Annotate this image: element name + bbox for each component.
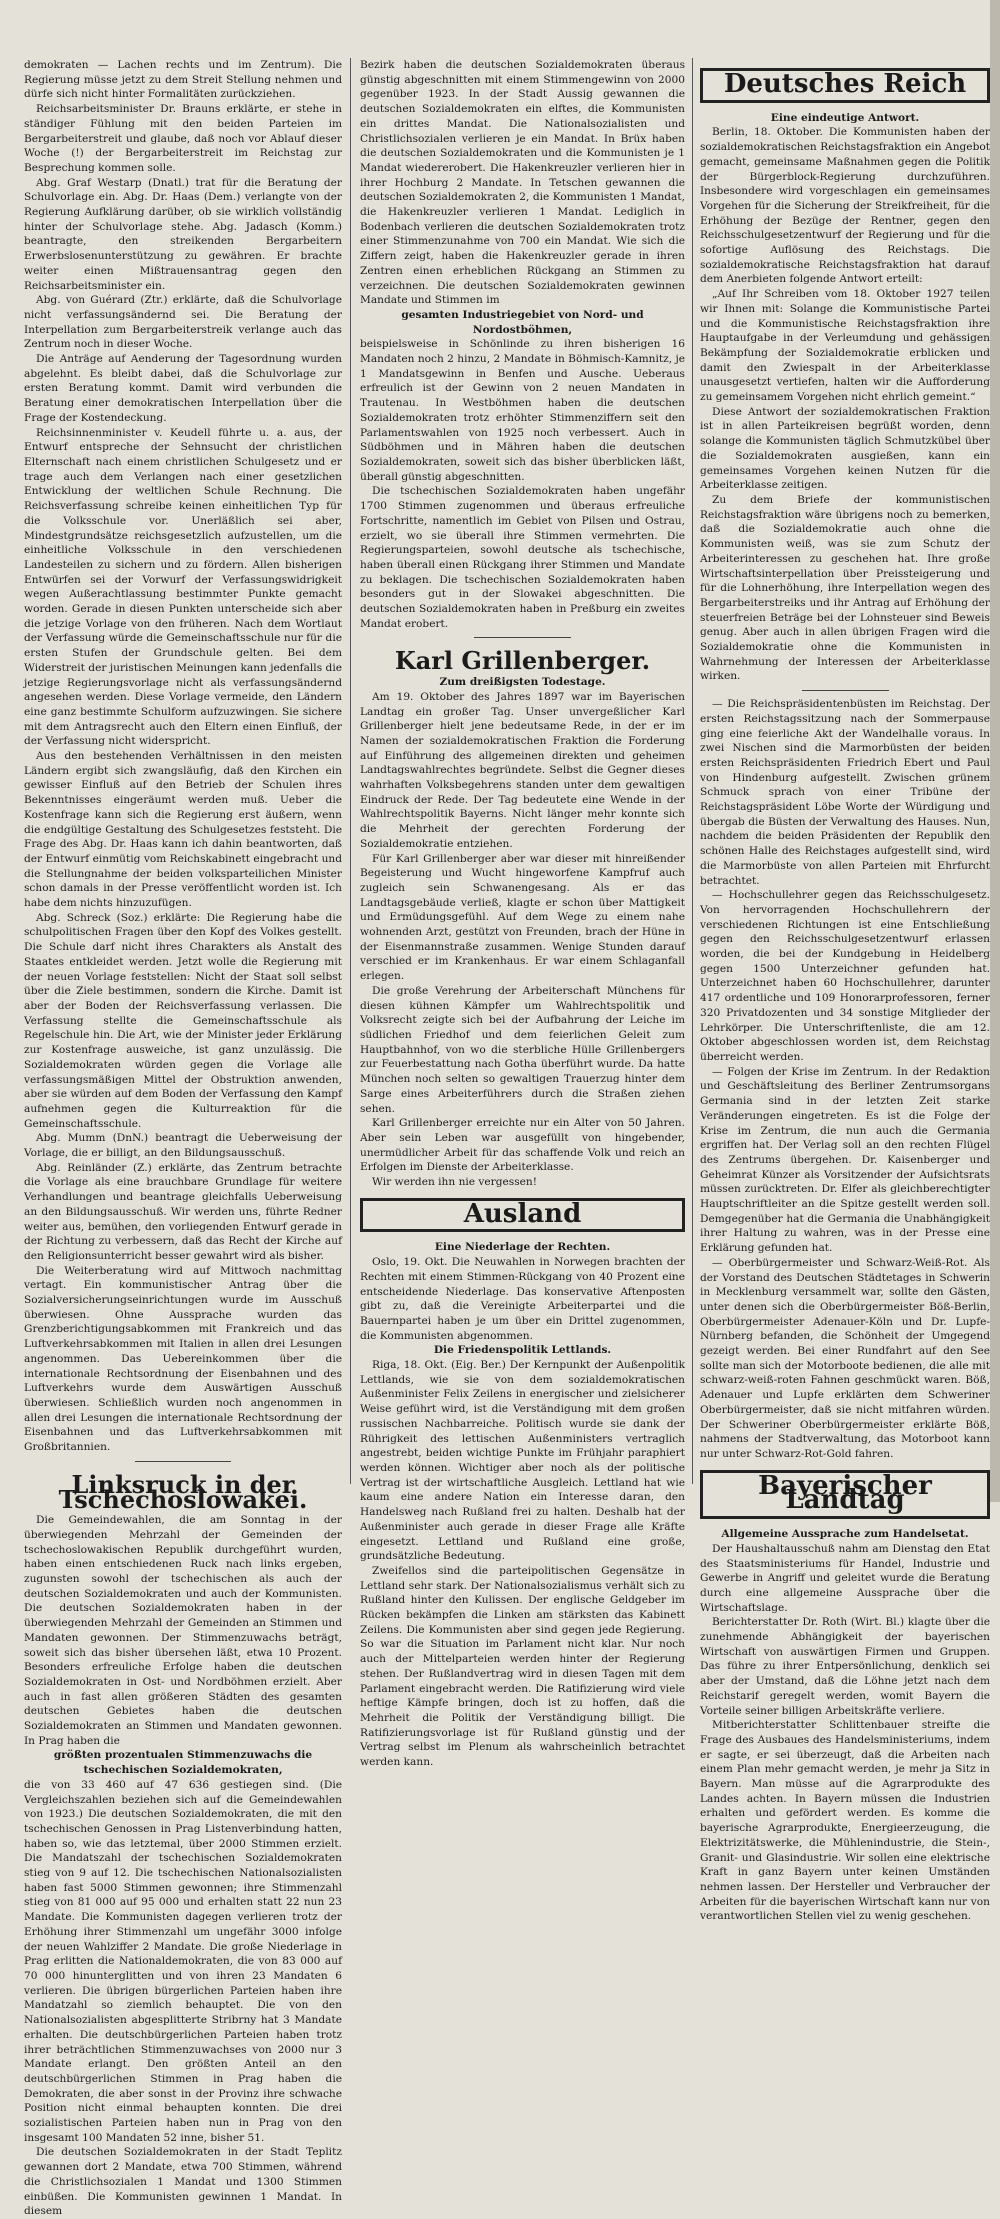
divider — [474, 637, 572, 638]
article-text: „Auf Ihr Schreiben vom 18. Oktober 1927 teilen wir Ihnen mit: Solange die Kommunistische Partei und die Kommunistische Reichstagsfraktion ihre Hauptaufgabe in der Verleumdung und gehässigen Bekämpfung der Sozialdemokratie erblicken und damit den Zwiespalt in der Arbeiterklasse unausgesetzt vertiefen, halten wir die Aufforderung zu gemeinsamem Vorgehen nicht ehrlich gemeint.“ — [700, 288, 990, 404]
column-divider — [692, 58, 693, 1484]
article-text: Berichterstatter Dr. Roth (Wirt. Bl.) klagte über die zunehmende Abhängigkeit der bayerischen Wirtschaft von auswärtigen Firmen und Gruppen. Das führe zu ihrer Entpersönlichung, denklich sei aber der Umstand, daß die Löhne jetzt nach dem Reichstarif geregelt werden, womit Bayern die Vorteile seiner billigen Arbeitskräfte verliere. — [700, 1616, 990, 1717]
article-text: Abg. Reinländer (Z.) erklärte, das Zentrum betrachte die Vorlage als eine brauchbare Grundlage für weitere Verhandlungen und beantrage gleichfalls Ueberweisung an den Bildungsausschuß. Wir werden uns, führte Redner weiter aus, bemühen, den vorliegenden Entwurf gerade in der Richtung zu verbessern, daß das Recht der Kirche auf den Religionsunterricht besser gewahrt wird als bisher. — [24, 1161, 342, 1262]
page-edge — [990, 0, 1000, 1502]
article-text: Berlin, 18. Oktober. Die Kommunisten haben der sozialdemokratischen Reichstagsfraktion ein Angebot gemacht, gemeinsame Maßnahmen gegen die Politik der Bürgerblock-Regierung durchzuführen. Insbesondere wird vorgeschlagen ein gemeinsames Vorgehen für die Sicherung der Streikfreiheit, für die Erhöhung der Bezüge der Rentner, gegen den Reichsschulgesetzentwurf der Regierung und für die sofortige Auflösung des Reichstags. Die sozialdemokratische Reichstagsfraktion hat darauf dem Anerbieten folgende Antwort erteilt: — [700, 126, 990, 286]
article-subhead: Eine eindeutige Antwort. — [770, 111, 920, 124]
article-text: Die Weiterberatung wird auf Mittwoch nachmittag vertagt. Ein kommunistischer Antrag über die Sozialversicherungseinrichtungen wurde im Ausschuß überwiesen. Ohne Aussprache wurden das Grenzberichtigungsabkommen mit Frankreich und das Luftverkehrsabkommen mit Italien in allen drei Lesungen angenommen. Das Uebereinkommen über die internationale Rechtsordnung der Eisenbahnen und des Luftverkehrs wurde dem Auswärtigen Ausschuß überwiesen. Schließlich wurden noch angenommen in allen drei Lesungen die internationale Rechtsordnung der Eisenbahnen und das Luftverkehrsabkommen mit Großbritannien. — [24, 1264, 342, 1454]
section-header-deutsches-reich: Deutsches Reich — [700, 68, 990, 103]
article-text: Die tschechischen Sozialdemokraten haben ungefähr 1700 Stimmen zugenommen und überaus erfreuliche Fortschritte, namentlich im Gebiet von Pilsen und Ostrau, erzielt, wo sie überall ihre Stimmen vermehrten. Die Regierungsparteien, sowohl deutsche als tschechische, haben überall einen Rückgang ihrer Stimmen und Mandate zu beklagen. Die tschechischen Sozialdemokraten haben besonders gut in der Slowakei abgeschnitten. Die deutschen Sozialdemokraten haben in Preßburg ein zweites Mandat erobert. — [360, 485, 685, 630]
article-text: Abg. von Guérard (Ztr.) erklärte, daß die Schulvorlage nicht verfassungsändernd sei. Die Beratung der Interpellation zum Bergarbeiterstreik verlange auch das Zentrum noch in dieser Woche. — [24, 294, 342, 351]
article-subhead: Zum dreißigsten Todestage. — [439, 676, 606, 689]
article-text: Reichsinnenminister v. Keudell führte u. a. aus, der Entwurf entspreche der Sehnsucht der christlichen Elternschaft nach einem christlichen Schulgesetz und er trage auch dem Verlangen nach einer gesetzlichen Entwicklung der weltlichen Schule Rechnung. Die Reichsverfassung schreibe keinen einheitlichen Typ für die Volksschule vor. Unerläßlich sei aber, Mindestgrundsätze reichsgesetzlich aufzustellen, um die einheitliche Volksschule in den verschiedenen Landesteilen zu sichern und zu fördern. Allen bisherigen Entwürfen sei der Vorwurf der Verfassungswidrigkeit wegen Außerachtlassung bestimmter Punkte gemacht worden. Gerade in diesen Punkten unterscheide sich aber die jetzige Vorlage von den früheren. Nach dem Wortlaut der Verfassung würde die Gemeinschaftsschule nur für die ersten Stufen der Grundschule gelten. Bei dem Widerstreit der juristischen Meinungen kann jedenfalls die jetzige Regierungsvorlage nicht als verfassungsändernd angesehen werden. Diese Vorlage vermeide, den Ländern eine ganz bestimmte Schulform aufzuzwingen. Sie sichere mit dem Antragsrecht auch den Eltern einen Einfluß, der der Verfassung nicht widerspricht. — [24, 426, 342, 748]
divider — [135, 1461, 230, 1462]
article-text: — Oberbürgermeister und Schwarz-Weiß-Rot. Als der Vorstand des Deutschen Städtetages in Schwerin in Mecklenburg versammelt war, sollte den Gästen, unter denen sich die Oberbürgermeister Böß-Berlin, Oberbürgermeister Adenauer-Köln und Dr. Lupfe-Nürnberg befanden, die Schönheit der Umgegend gezeigt werden. Bei einer Rundfahrt auf den See sollte man sich der Motorboote bedienen, die alle mit schwarz-weiß-roten Fahnen geschmückt waren. Böß, Adenauer und Lupfe erklärten dem Schweriner Oberbürgermeister, daß sie nicht mitfahren würden. Der Schweriner Oberbürgermeister erklärte Böß, nahmens der Stadtverwaltung, das Motorboot kann nur unter Schwarz-Rot-Gold fahren. — [700, 1256, 990, 1460]
article-text: Karl Grillenberger erreichte nur ein Alter von 50 Jahren. Aber sein Leben war ausgefüllt von hingebender, unermüdlicher Arbeit für das schaffende Volk und reich an Erfolgen im Dienste der Arbeiterklasse. — [360, 1117, 685, 1174]
article-text: Die große Verehrung der Arbeiterschaft Münchens für diesen kühnen Kämpfer um Wahlrechtspolitik und Volksrecht zeigte sich bei der Aufbahrung der Leiche im südlichen Friedhof und dem feierlichen Geleit zum Hauptbahnhof, von wo die sterbliche Hülle Grillenbergers zur Feuerbestattung nach Gotha überführt wurde. Da hatte München noch selten so gewaltigen Trauerzug hinter dem Sarge eines Arbeiterführers durch die Straßen ziehen sehen. — [360, 984, 685, 1115]
article-text: Riga, 18. Okt. (Eig. Ber.) Der Kernpunkt der Außenpolitik Lettlands, wie sie von dem sozialdemokratischen Außenminister Felix Zeilens in energischer und zielsicherer Weise geführt wird, ist die Verständigung mit dem großen russischen Nachbarreiche. Politisch wurde sie dank der Rührigkeit des lettischen Außenministers vertraglich angestrebt, beiden wichtige Punkte im Frühjahr paraphiert werden können. Wichtiger aber noch als der politische Vertrag ist der wirtschaftliche Ausgleich. Lettland hat wie kaum eine andere Nation ein Interesse daran, den Handelsweg nach Rußland frei zu halten. Deshalb hat der Außenminister auch gerade in dieser Frage alle Kräfte eingesetzt. Lettland und Rußland eine große, grundsätzliche Bedeutung. — [360, 1359, 685, 1563]
article-subhead: Die Friedenspolitik Lettlands. — [433, 1344, 612, 1357]
article-text: die von 33 460 auf 47 636 gestiegen sind. (Die Vergleichszahlen beziehen sich auf die Gemeindewahlen von 1923.) Die deutschen Sozialdemokraten, die mit den tschechischen Genossen in Prag Listenverbindung hatten, haben so, wie das letztemal, über 2000 Stimmen erzielt. Die Mandatszahl der tschechischen Sozialdemokraten stieg von 9 auf 12. Die tschechischen Nationalsozialisten haben fast 5000 Stimmen gewonnen; ihre Stimmenzahl stieg von 81 000 auf 95 000 und erhalten statt 22 nun 23 Mandate. Die Kommunisten dagegen verlieren trotz der Erhöhung ihrer Stimmenzahl um ungefähr 3000 infolge der neuen Wahlziffer 2 Mandate. Die große Niederlage in Prag erlitten die Nationaldemokraten, die von 83 000 auf 70 000 hinunterglitten und von ihren 23 Mandaten 6 verlieren. Die übrigen bürgerlichen Parteien haben ihre Mandatzahl so ziemlich behauptet. Die von den Nationalsozialisten abgesplitterte Stribrny hat 3 Mandate erhalten. Die deutschbürgerlichen Parteien haben trotz ihrer beträchtlichen Stimmenzuwachses von 2000 nur 3 Mandate erlangt. Den größten Anteil an den deutschbürgerlichen Stimmen in Prag haben die Demokraten, die aber sonst in der Provinz ihre schwache Position nicht einmal behaupten konnten. Die drei sozialistischen Parteien haben nun in Prag von den insgesamt 100 Mandaten 52 inne, bisher 51. — [24, 1778, 342, 2144]
article-text: Abg. Mumm (DnN.) beantragt die Ueberweisung der Vorlage, die er billigt, an den Bildungsausschuß. — [24, 1132, 342, 1160]
article-text: Diese Antwort der sozialdemokratischen Fraktion ist in allen Parteikreisen begrüßt worden, denn solange die Kommunisten täglich Schmutzkübel über die Sozialdemokraten ausgießen, kann ein gemeinsames Vorgehen keinen Nutzen für die Arbeiterklasse zeitigen. — [700, 405, 990, 492]
article-text: — Hochschullehrer gegen das Reichsschulgesetz. Von hervorragenden Hochschullehrern der verschiedenen Richtungen ist eine Entschließung gegen den Reichsschulgesetzentwurf erlassen worden, die bei der Kundgebung in Heidelberg gegen 1500 Unterzeichner gefunden hat. Unterzeichnet haben 60 Hochschullehrer, darunter 417 ordentliche und 109 Honorarprofessoren, ferner 320 Privatdozenten und 34 sonstige Mitglieder der Lehrkörper. Die Unterschriftenliste, die am 12. Oktober abgeschlossen worden ist, dem Reichstag überreicht werden. — [700, 889, 990, 1063]
article-text: Zweifellos sind die parteipolitischen Gegensätze in Lettland sehr stark. Der Nationalsozialismus verhält sich zu Rußland hinter den Kulissen. Der englische Geldgeber im Rücken bekämpfen die Linken am stärksten das Kabinett Zeilens. Die Kommunisten aber sind gegen jede Regierung. So war die Situation im Parlament nicht klar. Nur noch auch der Mittelparteien werden hinter der Regierung stehen. Der Rußlandvertrag wird in diesen Tagen mit dem Parlament eingebracht werden. Die Ratifizierung wird viele heftige Kämpfe bringen, doch ist zu hoffen, daß die Mehrheit die Politik der Verständigung billigt. Die Ratifizierungsvorlage ist für Rußland günstig und der Vertrag selbst im Plenum als wahrscheinlich betrachtet werden kann. — [360, 1564, 685, 1769]
article-subhead: Allgemeine Aussprache zum Handelsetat. — [721, 1528, 969, 1541]
article-headline: Karl Grillenberger. — [394, 646, 651, 676]
article-headline: Linksruck in der Tschechoslowakei. — [58, 1469, 308, 1514]
article-text: Abg. Graf Westarp (Dnatl.) trat für die Beratung der Schulvorlage ein. Abg. Dr. Haas (Dem.) verlangte von der Regierung Aufklärung darüber, ob sie wirklich vollständig hinter der Schulvorlage stehe. Abg. Jadasch (Komm.) beantragte, den streikenden Bergarbeitern Erwerbslosenunterstützung zu gewähren. Er brachte weiter einen Mißtrauensantrag gegen den Reichsarbeitsminister ein. — [24, 176, 342, 292]
article-text: Abg. Schreck (Soz.) erklärte: Die Regierung habe die schulpolitischen Fragen über den Kopf des Volkes gestellt. Die Schule darf nicht ihres Charakters als Anstalt des Staates entkleidet werden. Jetzt wolle die Regierung mit der neuen Vorlage feststellen: Nicht der Staat soll selbst über die Ziele bestimmen, sondern die Kirche. Damit ist aber der Boden der Reichsverfassung verlassen. Die Verfassung stellte die Gemeinschaftsschule als Regelschule hin. Die Art, wie der Minister jeder Erklärung zur Kostenfrage ausweiche, ist ganz unzulässig. Die Sozialdemokraten würden gegen die Vorlage alle verfassungsmäßigen Mittel der Obstruktion anwenden, aber sie würden auf dem Boden der Verfassung den Kampf aufnehmen gegen die Kulturreaktion für die Gemeinschaftsschule. — [24, 911, 342, 1130]
article-text: — Folgen der Krise im Zentrum. In der Redaktion und Geschäftsleitung des Berliner Zentrumsorgans Germania sind in der letzten Zeit starke Veränderungen eingetreten. Es ist die Folge der Krise im Zentrum, die nun auch die Germania ergriffen hat. Der Verlag soll an den rechten Flügel des Zentrums übergehen. Dr. Kaisenberger und Geheimrat Künzer als Vorsitzender der Aufsichtsrats müssen zurücktreten. Dr. Elfer als gleichberechtigter Hauptschriftleiter an die Spitze gestellt werden soll. Demgegenüber hat die Germania die Unabhängigkeit ihrer Haltung zu wahren, was in der Presse eine Erklärung gefunden hat. — [700, 1065, 990, 1255]
article-subhead: größten prozentualen Stimmenzuwachs die tschechischen Sozialdemokraten, — [53, 1749, 313, 1777]
article-text: Am 19. Oktober des Jahres 1897 war im Bayerischen Landtag ein großer Tag. Unser unvergeßlicher Karl Grillenberger hielt jene bedeutsame Rede, in der er im Namen der sozialdemokratischen Fraktion die Forderung auf Einführung des allgemeinen direkten und geheimen Landtagswahlrechtes begründete. Selbst die Gegner dieses wahrhaften Volksbegehrens standen unter dem gewaltigen Eindruck der Rede. Der Tag bedeutete eine Wende in der Wahlrechtspolitik Bayerns. Nicht länger mehr konnte sich die Mehrheit der gerechten Forderung der Sozialdemokratie entziehen. — [360, 690, 685, 850]
column-divider — [350, 58, 351, 1484]
article-text: Für Karl Grillenberger aber war dieser mit hinreißender Begeisterung und Wucht hingeworfene Kampfruf auch zugleich sein Schwanengesang. Als er das Landtagsgebäude verließ, klagte er schon über Mattigkeit und Ermüdungsgefühl. Auf dem Wege zu einem nahe wohnenden Arzt, gestützt von Freunden, brach der Hüne in der Eisenmannstraße zusammen. Wenige Stunden darauf verschied er im Krankenhaus. Er war einem Schlaganfall erlegen. — [360, 852, 685, 983]
article-text: beispielsweise in Schönlinde zu ihren bisherigen 16 Mandaten noch 2 hinzu, 2 Mandate in Böhmisch-Kamnitz, je 1 Mandatsgewinn in Benfen und Ausche. Ueberaus erfreulich ist der Gewinn von 2 neuen Mandaten in Trautenau. In Westböhmen haben die deutschen Sozialdemokraten trotz erhöhter Stimmenziffern seit den Parlamentswahlen von 1925 noch verbessert. Auch in Südböhmen und in Mähren haben die deutschen Sozialdemokraten, soweit sich das bisher überblicken läßt, überall günstig abgeschnitten. — [360, 338, 685, 483]
article-text: — Die Reichspräsidentenbüsten im Reichstag. Der ersten Reichstagssitzung nach der Sommerpause ging eine feierliche Akt der Wandelhalle voraus. In zwei Nischen sind die Marmorbüsten der beiden ersten Reichspräsidenten Friedrich Ebert und Paul von Hindenburg aufgestellt. Zwischen grünem Schmuck sprach von einer Tribüne der Reichstagspräsident Löbe Worte der Würdigung und übergab die Büsten der Verwaltung des Hauses. Nun, nachdem die beiden Präsidenten der Republik den schönen Halle des Reichstages aufgestellt sind, wird die Marmorbüste von allen Parteien mit Ehrfurcht betrachtet. — [700, 698, 990, 887]
article-text: Bezirk haben die deutschen Sozialdemokraten überaus günstig abgeschnitten mit einem Stimmengewinn von 2000 gegenüber 1923. In der Stadt Aussig gewannen die deutschen Sozialdemokraten ein elftes, die Kommunisten ein drittes Mandat. Die Nationalsozialisten und Christlichsozialen verlieren je ein Mandat. In Brüx haben die deutschen Sozialdemokraten und die Kommunisten je 1 Mandat wiedererobert. Die Hakenkreuzler verlieren hier in ihrer Hochburg 2 Mandate. In Tetschen gewannen die deutschen Sozialdemokraten 2, die Kommunisten 1 Mandat, die Hakenkreuzler verlieren 1 Mandat. Lediglich in Bodenbach verlieren die deutschen Sozialdemokraten trotz einer Stimmenzunahme von 700 ein Mandat. Wie sich die Ziffern zeigt, haben die Hakenkreuzler gerade in ihren Zentren einen erheblichen Rückgang an Stimmen zu verzeichnen. Die deutschen Sozialdemokraten gewinnen Mandate und Stimmen im — [360, 59, 685, 307]
article-text: Zu dem Briefe der kommunistischen Reichstagsfraktion wäre übrigens noch zu bemerken, daß die Sozialdemokratie auch ohne die Kommunisten weiß, was sie zum Schutz der Arbeiterinteressen zu geschehen hat. Ihre große Wirtschaftsinterpellation über Preissteigerung und für die Lohnerhöhung, ihre Interpellation wegen des Bergarbeiterstreiks und ihr Antrag auf Erhöhung der steuerfreien Beträge bei der Lohnsteuer sind Beweis genug. Aber auch in allen übrigen Fragen wird die Sozialdemokratie ohne die Kommunisten in Wahrnehmung der Interessen der Arbeiterklasse wirken. — [700, 493, 990, 683]
article-text: Reichsarbeitsminister Dr. Brauns erklärte, er stehe in ständiger Fühlung mit den beiden Parteien im Bergarbeiterstreit und glaube, daß noch vor Ablauf dieser Woche (!) der Bergarbeiterstreit im Reichstag zur Besprechung kommen solle. — [24, 103, 342, 174]
column-right — [700, 58, 990, 1923]
column-middle — [360, 58, 685, 1769]
article-text: Die Gemeindewahlen, die am Sonntag in der überwiegenden Mehrzahl der Gemeinden der tschechoslowakischen Republik durchgeführt wurden, haben einen entschiedenen Ruck nach links ergeben, zugunsten sowohl der tschechischen als auch der deutschen Sozialdemokraten und auch der Kommunisten. Die deutschen Sozialdemokraten haben in der überwiegenden Mehrzahl der Gemeinden an Stimmen und Mandaten gewonnen. Der Stimmenzuwachs beträgt, soweit sich das bisher übersehen läßt, etwa 10 Prozent. Besonders erfreuliche Erfolge haben die deutschen Sozialdemokraten in Ost- und Nordböhmen erzielt. Aber auch in fast allen größeren Städten des gesamten deutschen Gebietes haben die deutschen Sozialdemokraten an Stimmen und Mandaten gewonnen. In Prag haben die — [24, 1514, 342, 1747]
article-text: Der Haushaltausschuß nahm am Dienstag den Etat des Staatsministeriums für Handel, Industrie und Gewerbe in Angriff und geleitet wurde die Beratung durch eine allgemeine Aussprache über die Wirtschaftslage. — [700, 1542, 990, 1614]
article-text: Die Anträge auf Aenderung der Tagesordnung wurden abgelehnt. Es bleibt dabei, daß die Schulvorlage zur ersten Beratung kommt. Damit wird verbunden die Beratung einer demokratischen Interpellation über die Frage der Kostendeckung. — [24, 353, 342, 424]
section-header-bayerischer-landtag: Bayerischer Landtag — [700, 1470, 990, 1519]
article-text: Aus den bestehenden Verhältnissen in den meisten Ländern ergibt sich zwangsläufig, daß den Kirchen ein gewisser Einfluß auf den Betrieb der Schulen ihres Bekenntnisses eingeräumt werden muß. Ueber die Kostenfrage kann sich die Regierung erst äußern, wenn die endgültige Gestaltung des Schulgesetzes feststeht. Die Frage des Abg. Dr. Haas kann ich dahin beantworten, daß der Entwurf einmütig vom Reichskabinett eingebracht und die Stellungnahme der beiden volksparteilichen Minister schon damals in der Presse veröffentlicht worden ist. Ich habe dem nichts hinzuzufügen. — [24, 750, 342, 910]
article-text: Die deutschen Sozialdemokraten in der Stadt Teplitz gewannen dort 2 Mandate, etwa 700 Stimmen, während die Christlichsozialen 1 Mandat und 1300 Stimmen einbüßen. Die Kommunisten gewinnen 1 Mandat. In diesem — [24, 2146, 342, 2218]
section-header-ausland: Ausland — [360, 1198, 685, 1233]
article-text: Wir werden ihn nie vergessen! — [372, 1176, 538, 1189]
divider — [802, 690, 889, 691]
article-text: demokraten — Lachen rechts und im Zentrum). Die Regierung müsse jetzt zu dem Streit Stellung nehmen und dürfe sich nicht hinter Formalitäten zurückziehen. — [24, 59, 342, 101]
column-left — [24, 58, 342, 2218]
article-text: Oslo, 19. Okt. Die Neuwahlen in Norwegen brachten der Rechten mit einem Stimmen-Rückgang von 40 Prozent eine entscheidende Niederlage. Das konservative Aftenposten gibt zu, daß die Vereinigte Arbeiterpartei und die Bauernpartei haben je um über ein Drittel zugenommen, die Kommunisten abgenommen. — [360, 1256, 685, 1342]
article-text: Mitberichterstatter Schlittenbauer streifte die Frage des Ausbaues des Handelsministeriums, indem er sagte, er sei überzeugt, daß die Arbeiten nach einem Plan mehr gemacht werden, je mehr ja Sitz in Bayern. Man müsse auf die Agrarprodukte des Landes achten. In Bayern müssen die Industrien erhalten und gefördert werden. Es komme die bayerische Agrarprodukte, Energieerzeugung, die Elektrizitätswerke, die Mühlenindustrie, die Stein-, Granit- und Glasindustrie. Wir sollen eine elektrische Kraft in ganz Bayern unter keinen Umständen nehmen lassen. Der Hersteller und Verbraucher der Arbeiten für die bayerischen Wirtschaft kann nur von verantwortlichen Stellen viel zu wenig geschehen. — [700, 1719, 990, 1923]
article-subhead: Eine Niederlage der Rechten. — [434, 1241, 611, 1254]
article-subhead: gesamten Industriegebiet von Nord- und Nordostböhmen, — [401, 308, 644, 336]
